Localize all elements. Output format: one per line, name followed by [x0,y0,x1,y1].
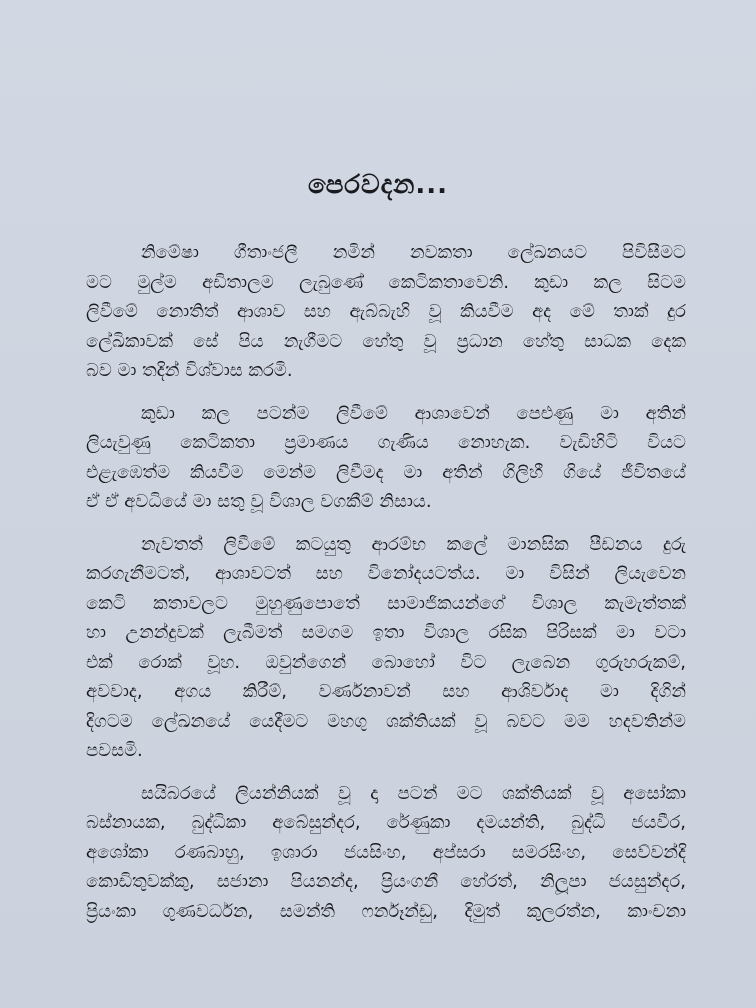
text-line: නිමේෂා ගීතාංජලී නමින් නවකතා ලේඛනයට පිවිසීමට [141,242,686,263]
text-line: නැවතත් ලිවීමේ කටයුතු ආරම්භ කලේ මානසික පීඩනය දුරු [141,533,686,555]
text-line: කොඩිතුවක්කු, සජානා පියනන්ද, ප්‍රියංගනී හේරත්, නිලූපා ජයසුන්දර, [86,871,686,892]
text-line: කෙටි කතාවලට මුහුණුපොතේ සාමාජිකයන්ගේ විශාල කැමැත්තක් [86,592,686,614]
text-line: එළැඹෙත්ම කියවීම මෙන්ම ලිවීමද මා අතින් ගිලිහී ගියේ ජීවිතයේ [86,461,686,483]
text-line: පවසමි. [86,740,143,761]
paragraph-4 [86,779,686,927]
text-line: සයිබරයේ ලියන්නියක් වූ දා පටන් මට ශක්තියක් වූ අසෝකා [141,782,686,804]
text-line: දිගටම ලේඛනයේ යෙදීමට මහගු ශක්තියක් වූ බවට මම හදවතින්ම [86,710,686,732]
text-line: ඒ ඒ අවධියේ මා සතු වූ විශාල වගකීම් නිසාය. [86,491,432,512]
text-line: කුඩා කල පටන්ම ලිවීමේ ආශාවෙන් පෙළුණු මා අතින් [141,402,686,424]
text-line: බස්නායක, බුද්ධිකා අබේසුන්දර, රේණුකා දමයන්ති, බුද්ධි ජයවීර, [86,812,686,833]
text-line: අශෝකා රණබාහු, ඉශාරා ජයසිංහ, අප්සරා සමරසිංහ, සෙව්වන්දි [86,841,686,863]
body-text [86,238,686,939]
text-line: ලිවීමේ නොතිත් ආශාව සහ ඇබ්බැහි වූ කියවීම අද මේ තාක් දුර [86,301,686,322]
paragraph-3 [86,530,686,766]
page-title: පෙරවදන... [308,170,448,200]
text-line: ලේඛිකාවක් සේ පිය නැගීමට හේතු වූ ප්‍රධාන හේතු සාධක දෙක [86,330,686,352]
text-line: කරගැනීමටත්, ආශාවටත් සහ විනෝදයටත්ය. මා විසින් ලියැවෙන [86,563,686,584]
text-line: මට මුල්ම අඩිතාලම ලැබුණේ කෙටිකතාවෙනි. කුඩා කල සිටම [86,271,686,293]
text-line: ලියැවුණු කෙටිකතා ප්‍රමාණය ගැණිය නොහැක. වැඩිහිටි වියට [86,432,686,453]
text-line: හා උනන්දුවක් ලැබීමත් සමගම ඉතා විශාල රසික පිරිසක් මා වටා [86,622,686,643]
paragraph-2 [86,399,686,517]
text-line: බව මා තදින් විශ්වාස කරමි. [86,360,293,381]
paragraph-1 [86,238,686,386]
text-line: එක් රොක් වූහ. ඔවුන්ගෙන් බොහෝ විට ලැබෙන ගුරුහරුකම්, [86,651,686,673]
text-line: අවවාද, අගය කිරීම්, වර්ණනාවන් සහ ආශිර්වාද මා දිගින් [86,681,686,702]
text-line: ප්‍රියංකා ගුණවර්ධන, සමන්ති ෆර්නෑන්ඩු, දිමුත් කුලරත්න, කාංචනා [86,900,686,922]
